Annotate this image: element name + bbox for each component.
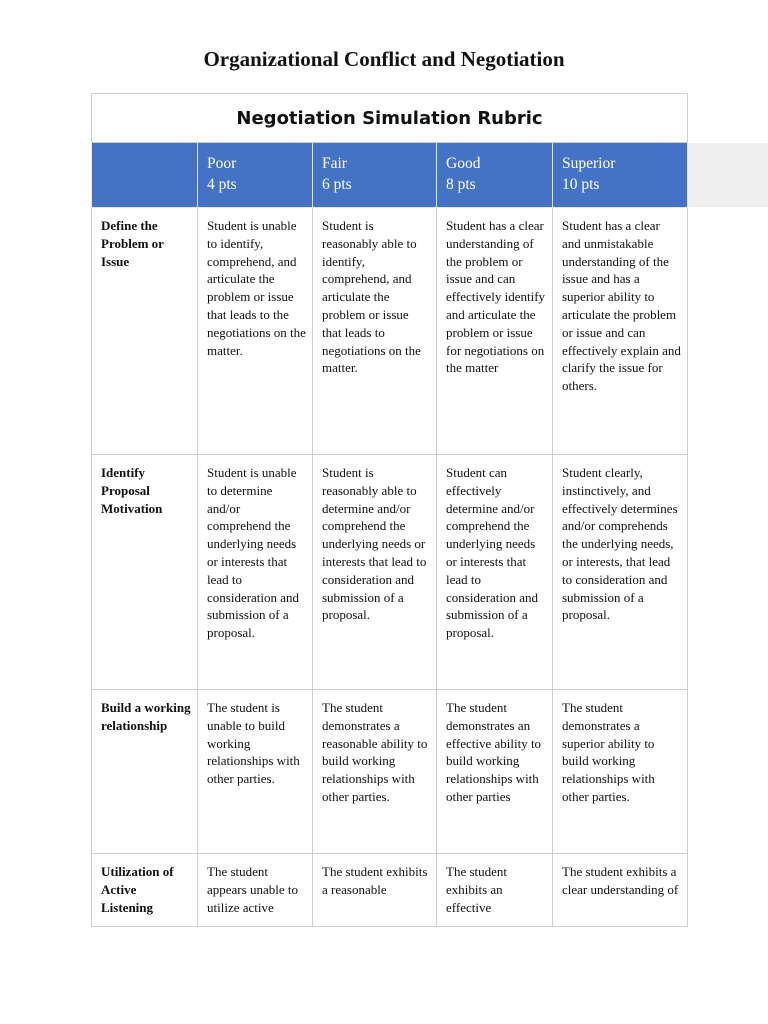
level-points: 8 pts — [446, 176, 476, 193]
rubric-title: Negotiation Simulation Rubric — [92, 94, 688, 143]
level-header-poor — [198, 143, 313, 208]
header-corner-cell — [92, 143, 198, 208]
rubric-row-working-relationship — [92, 690, 688, 854]
score-cell-superior: Student clearly, instinctively, and effectively determines and/or comprehends the underlying needs, or interests, that lead to consideration and submission of a proposal. — [553, 455, 688, 690]
rubric-table — [91, 93, 688, 927]
criterion-cell: Define the Problem or Issue — [92, 208, 198, 455]
level-name: Good — [446, 155, 481, 172]
rubric-caption-row — [92, 94, 688, 143]
score-cell-poor: The student appears unable to utilize active — [198, 854, 313, 927]
score-cell-good: Student can effectively determine and/or comprehend the underlying needs or interests that lead to consideration and submission of a proposal. — [437, 455, 553, 690]
score-cell-fair: Student is reasonably able to determine and/or comprehend the underlying needs or interests that lead to consideration and submission of a proposal. — [313, 455, 437, 690]
score-cell-good: The student demonstrates an effective ability to build working relationships with other parties — [437, 690, 553, 854]
score-cell-fair: The student exhibits a reasonable — [313, 854, 437, 927]
rubric-header-row — [92, 143, 688, 208]
score-cell-superior: Student has a clear and unmistakable understanding of the issue and has a superior ability to articulate the problem or issue and can effectively explain and clarify the issue for others. — [553, 208, 688, 455]
criterion-cell: Utilization of Active Listening — [92, 854, 198, 927]
level-name: Fair — [322, 155, 347, 172]
score-cell-poor: Student is unable to determine and/or comprehend the underlying needs or interests that lead to consideration and submission of a proposal. — [198, 455, 313, 690]
level-header-good — [437, 143, 553, 208]
level-points: 4 pts — [207, 176, 237, 193]
score-cell-fair: The student demonstrates a reasonable ability to build working relationships with other parties. — [313, 690, 437, 854]
level-header-superior — [553, 143, 688, 208]
score-cell-good: Student has a clear understanding of the problem or issue and can effectively identify and articulate the problem or issue for negotiations on the matter — [437, 208, 553, 455]
level-points: 6 pts — [322, 176, 352, 193]
level-name: Poor — [207, 155, 237, 172]
score-cell-superior: The student exhibits a clear understanding of — [553, 854, 688, 927]
score-cell-poor: Student is unable to identify, comprehend, and articulate the problem or issue that leads to the negotiations on the matter. — [198, 208, 313, 455]
level-name: Superior — [562, 155, 616, 172]
score-cell-poor: The student is unable to build working relationships with other parties. — [198, 690, 313, 854]
rubric-row-active-listening — [92, 854, 688, 927]
document-title: Organizational Conflict and Negotiation — [203, 47, 565, 71]
criterion-cell: Identify Proposal Motivation — [92, 455, 198, 690]
rubric-row-proposal-motivation — [92, 455, 688, 690]
rubric-row-define-problem — [92, 208, 688, 455]
score-cell-superior: The student demonstrates a superior ability to build working relationships with other parties. — [553, 690, 688, 854]
score-cell-fair: Student is reasonably able to identify, comprehend, and articulate the problem or issue that leads to negotiations on the matter. — [313, 208, 437, 455]
margin-shade — [688, 143, 768, 207]
level-header-fair — [313, 143, 437, 208]
criterion-cell: Build a working relationship — [92, 690, 198, 854]
score-cell-good: The student exhibits an effective — [437, 854, 553, 927]
level-points: 10 pts — [562, 176, 600, 193]
